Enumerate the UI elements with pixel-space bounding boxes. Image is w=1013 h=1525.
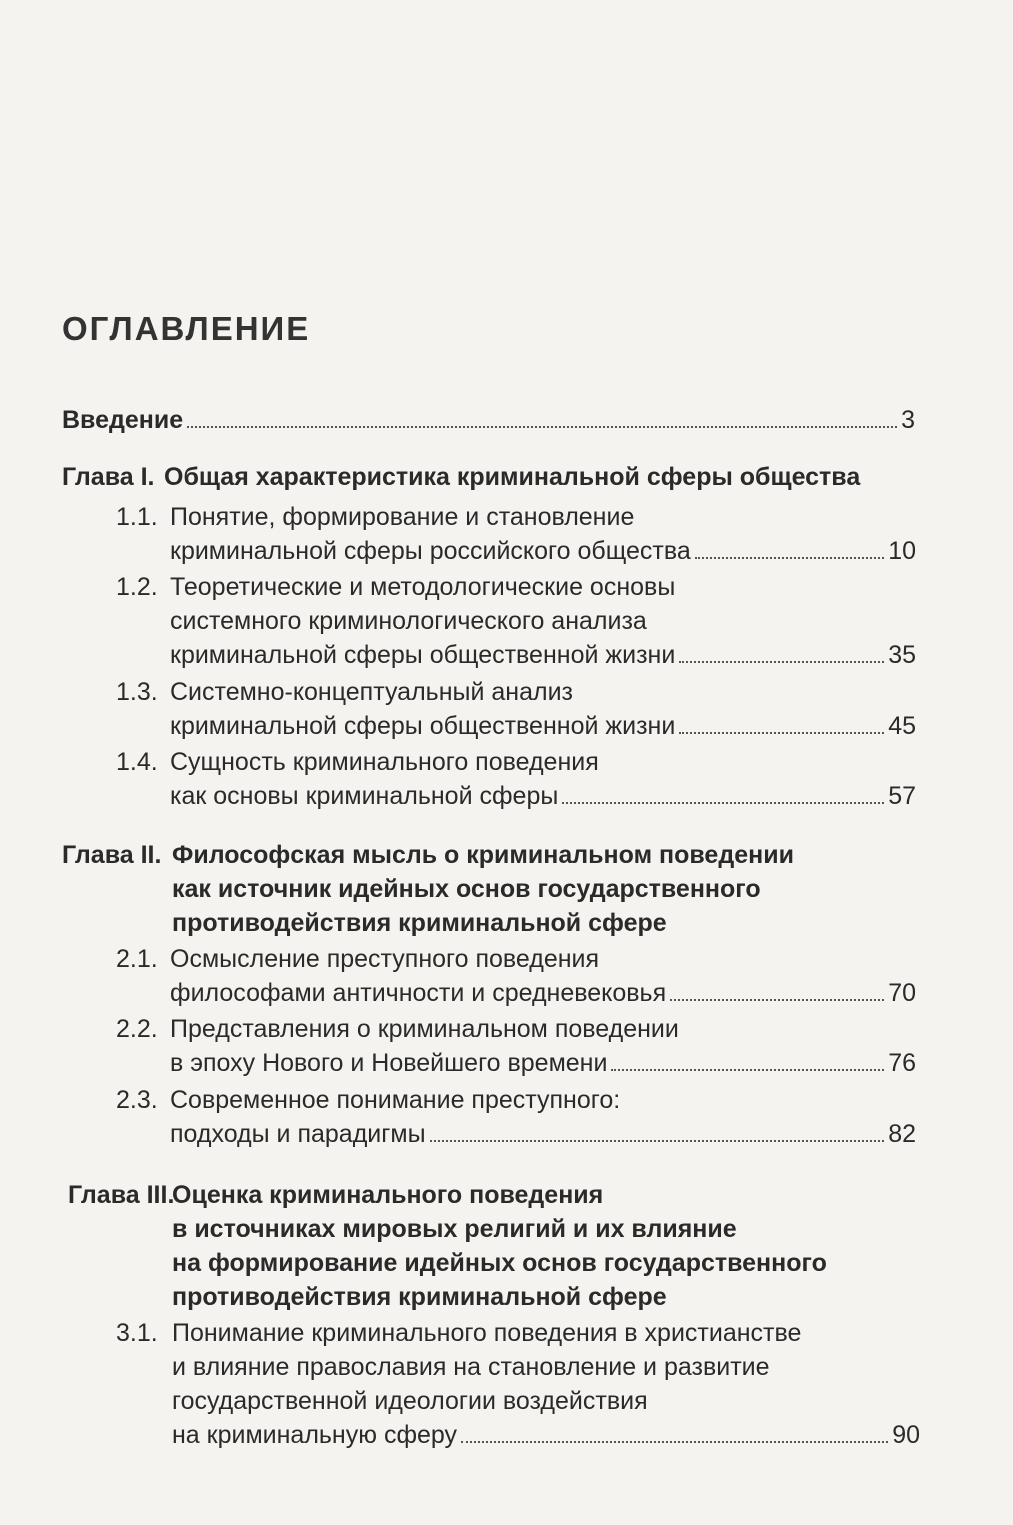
section-title-line: системного криминологического анализа — [170, 607, 647, 635]
dot-leader — [611, 1069, 884, 1071]
section-title-line: Понятие, формирование и становление — [170, 503, 635, 531]
chapter-title-line: на формирование идейных основ государственного — [172, 1249, 827, 1277]
page-number: 3 — [901, 406, 915, 434]
dot-leader — [430, 1140, 885, 1142]
section-title-line: Сущность криминального поведения — [170, 748, 599, 776]
section-title-line: государственной идеологии воздействия — [172, 1387, 648, 1415]
page-number: 35 — [888, 641, 916, 669]
chapter-title-line: как источник идейных основ государственного — [172, 875, 761, 903]
section-title-line: в эпоху Нового и Новейшего времени — [170, 1049, 608, 1077]
chapter-label: Глава II. — [62, 841, 162, 869]
page-number: 45 — [888, 712, 916, 740]
section-number: 1.1. — [116, 503, 158, 531]
dot-leader — [679, 732, 884, 734]
page-title: ОГЛАВЛЕНИЕ — [62, 310, 311, 347]
section-title-line: Понимание криминального поведения в христианстве — [172, 1319, 802, 1347]
section-title-line: Осмысление преступного поведения — [170, 945, 600, 973]
section-title-line: философами античности и средневековья — [170, 979, 667, 1007]
dot-leader — [562, 802, 884, 804]
chapter-label: Глава III. — [68, 1181, 175, 1209]
chapter-title: Общая характеристика криминальной сферы общества — [164, 463, 861, 491]
chapter-label: Глава I. — [62, 463, 155, 491]
chapter-title-line: Философская мысль о криминальном поведении — [172, 841, 794, 869]
page-number: 76 — [888, 1049, 916, 1077]
toc-entry-title: Введение — [62, 406, 184, 434]
section-title-line: как основы криминальной сферы — [170, 782, 559, 810]
section-number: 3.1. — [116, 1319, 158, 1347]
section-number: 1.4. — [116, 748, 158, 776]
page-number: 70 — [888, 979, 916, 1007]
chapter-title-line: противодействия криминальной сфере — [172, 1283, 667, 1311]
dot-leader — [695, 557, 884, 559]
section-title-line: криминальной сферы российского общества — [170, 537, 691, 565]
section-number: 2.3. — [116, 1086, 158, 1114]
section-number: 2.2. — [116, 1015, 158, 1043]
chapter-title-line: в источниках мировых религий и их влияние — [172, 1215, 737, 1243]
page-number: 57 — [888, 782, 916, 810]
section-number: 2.1. — [116, 945, 158, 973]
dot-leader — [670, 999, 884, 1001]
dot-leader — [461, 1441, 888, 1443]
section-number: 1.3. — [116, 678, 158, 706]
section-title-line: криминальной сферы общественной жизни — [170, 712, 676, 740]
section-title-line: на криминальную сферу — [172, 1421, 458, 1449]
section-title-line: подходы и парадигмы — [170, 1120, 426, 1148]
toc-entry-intro[interactable] — [62, 403, 915, 437]
section-title-line: и влияние православия на становление и развитие — [172, 1353, 770, 1381]
chapter-title-line: Оценка криминального поведения — [172, 1181, 604, 1209]
chapter-title-line: противодействия криминальной сфере — [172, 909, 667, 937]
page-number: 82 — [888, 1120, 916, 1148]
dot-leader — [679, 661, 884, 663]
section-title-line: Системно-концептуальный анализ — [170, 678, 574, 706]
section-title-line: Представления о криминальном поведении — [170, 1015, 679, 1043]
section-title-line: Теоретические и методологические основы — [170, 573, 676, 601]
page-number: 10 — [888, 537, 916, 565]
section-title-line: криминальной сферы общественной жизни — [170, 641, 676, 669]
section-number: 1.2. — [116, 573, 158, 601]
section-title-line: Современное понимание преступного: — [170, 1086, 621, 1114]
page-number: 90 — [892, 1421, 920, 1449]
dot-leader — [187, 426, 897, 428]
